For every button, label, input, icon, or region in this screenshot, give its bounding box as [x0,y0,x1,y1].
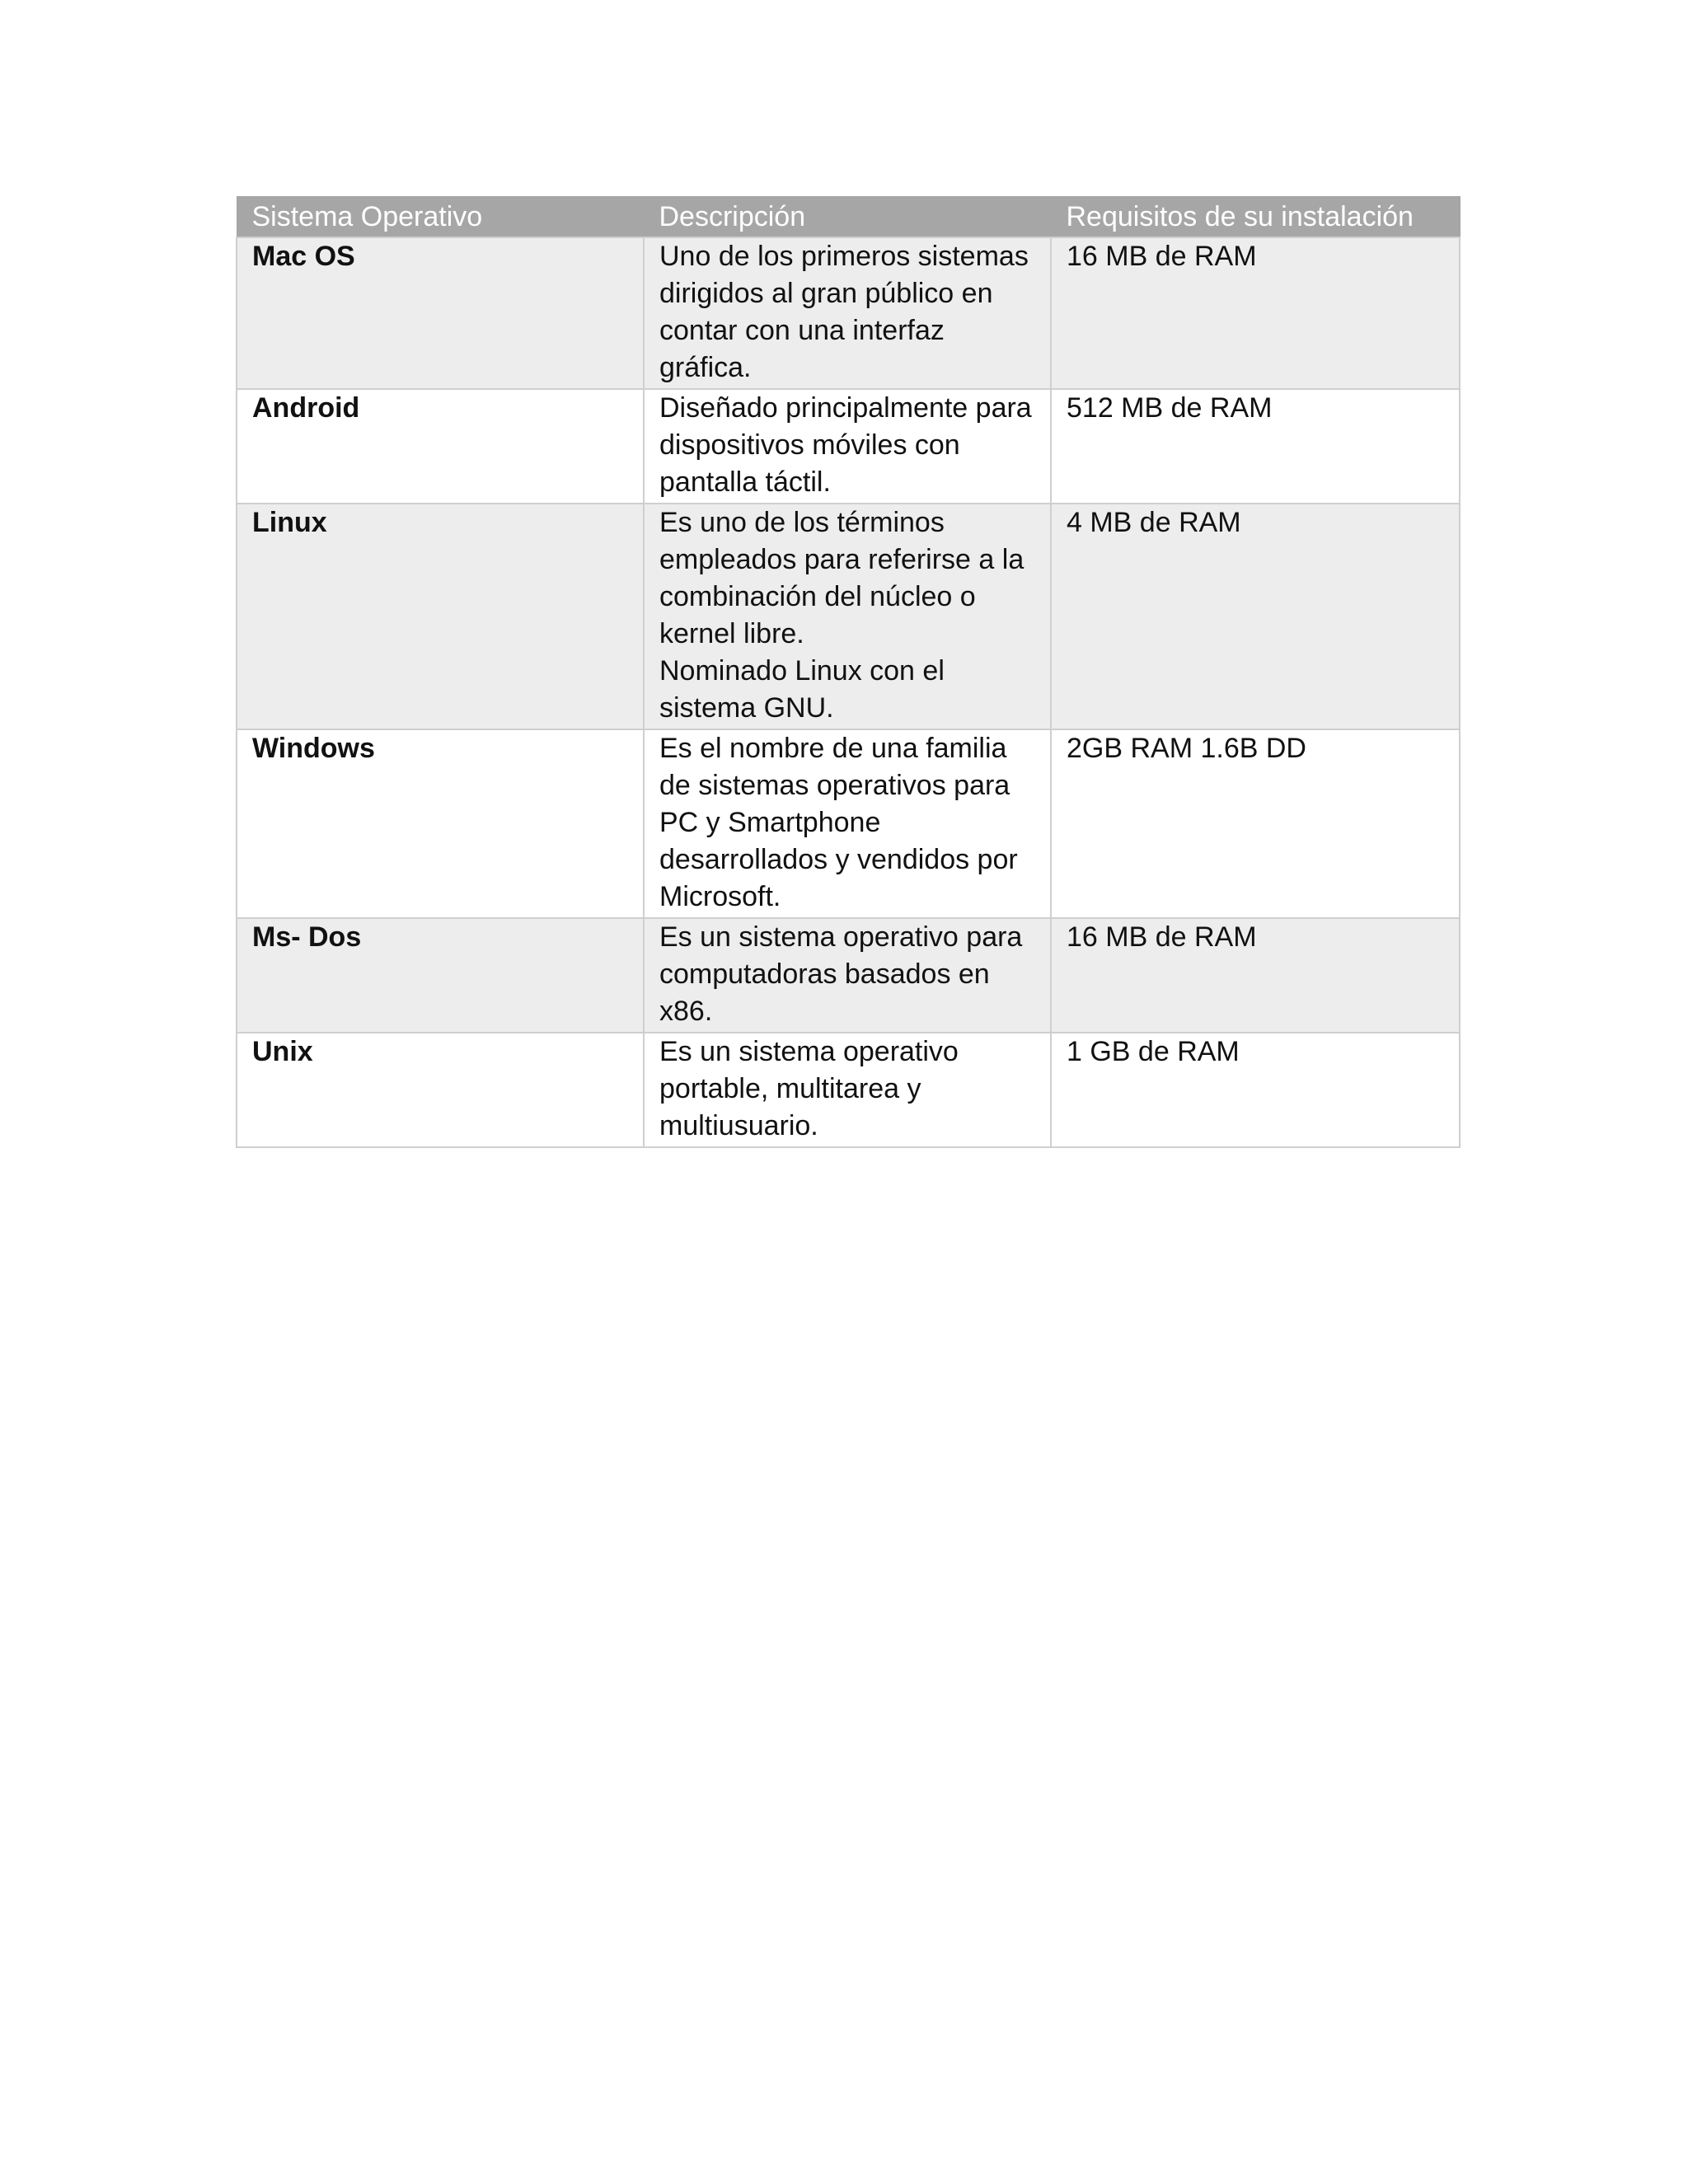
header-descripcion: Descripción [644,197,1051,238]
header-sistema-operativo: Sistema Operativo [237,197,644,238]
requirements-cell: 1 GB de RAM [1051,1033,1460,1147]
requirements-cell: 16 MB de RAM [1051,237,1460,389]
table-row [237,918,1460,1033]
table-row [237,1033,1460,1147]
operating-systems-table [236,196,1461,1148]
table-row [237,729,1460,918]
table-body [237,237,1460,1147]
description-cell: Es el nombre de una familia de sistemas operativos para PC y Smartphone desarrollados y vendidos por Microsoft. [644,729,1051,918]
description-cell: Es uno de los términos empleados para referirse a la combinación del núcleo o kernel libre. Nominado Linux con el sistema GNU. [644,504,1051,729]
requirements-cell: 16 MB de RAM [1051,918,1460,1033]
requirements-cell: 512 MB de RAM [1051,389,1460,504]
table-row [237,389,1460,504]
header-row [237,197,1460,238]
os-name-cell: Unix [237,1033,644,1147]
os-name-cell: Mac OS [237,237,644,389]
table-row [237,237,1460,389]
description-cell: Es un sistema operativo portable, multitarea y multiusuario. [644,1033,1051,1147]
requirements-cell: 4 MB de RAM [1051,504,1460,729]
table-row [237,504,1460,729]
description-cell: Diseñado principalmente para dispositivos móviles con pantalla táctil. [644,389,1051,504]
os-name-cell: Ms- Dos [237,918,644,1033]
header-requisitos: Requisitos de su instalación [1051,197,1460,238]
os-name-cell: Linux [237,504,644,729]
os-name-cell: Windows [237,729,644,918]
requirements-cell: 2GB RAM 1.6B DD [1051,729,1460,918]
table-header [237,197,1460,238]
os-name-cell: Android [237,389,644,504]
description-cell: Es un sistema operativo para computadoras basados en x86. [644,918,1051,1033]
description-cell: Uno de los primeros sistemas dirigidos al gran público en contar con una interfaz gráfica. [644,237,1051,389]
